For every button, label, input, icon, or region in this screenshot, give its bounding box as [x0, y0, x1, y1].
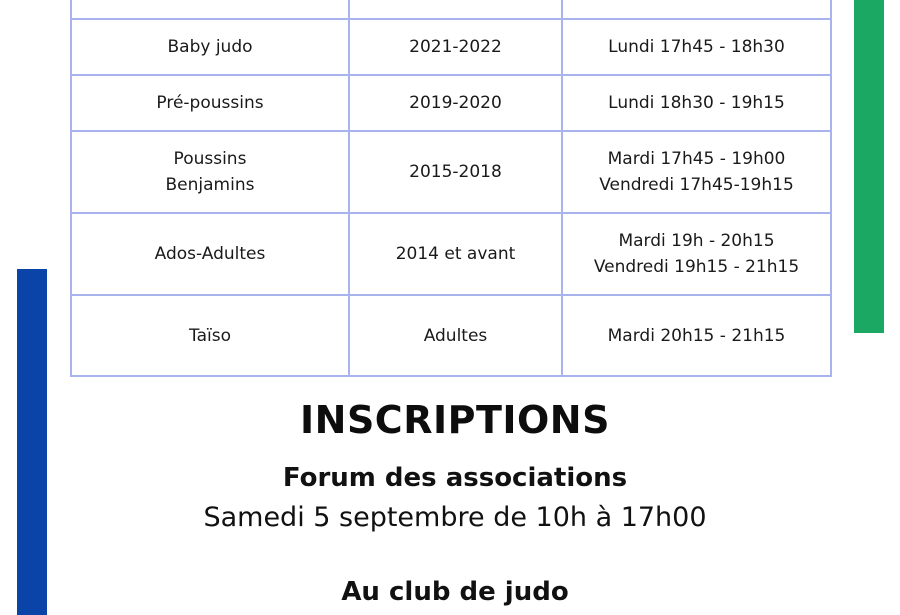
group-cell: [71, 213, 349, 295]
years-cell: [349, 131, 562, 213]
time-slot: Vendredi 17h45-19h15: [599, 175, 794, 195]
birth-years: 2015-2018: [409, 162, 502, 182]
birth-years: 2014 et avant: [395, 244, 516, 264]
group-name: Ados-Adultes: [154, 244, 266, 264]
birth-years: 2019-2020: [409, 93, 502, 113]
forum-date: Samedi 5 septembre de 10h à 17h00: [203, 502, 707, 533]
time-slot: Mardi 20h15 - 21h15: [607, 325, 786, 346]
birth-years: Adultes: [423, 325, 488, 346]
club-title: Au club de judo: [341, 577, 569, 607]
table-row: [71, 131, 831, 213]
table-cell: [71, 0, 349, 19]
table-cell: [349, 0, 562, 19]
years-cell: [349, 75, 562, 131]
times-cell: [562, 131, 831, 213]
schedule-table: [70, 0, 832, 377]
times-cell: [562, 19, 831, 75]
group-name: Pré-poussins: [156, 93, 264, 113]
times-cell: [562, 213, 831, 295]
years-cell: [349, 19, 562, 75]
group-name: Benjamins: [165, 175, 255, 195]
table-row-cut-off: [71, 0, 831, 19]
group-name: Baby judo: [167, 37, 253, 57]
group-cell: [71, 75, 349, 131]
table-row: [71, 213, 831, 295]
time-slot: Lundi 18h30 - 19h15: [608, 93, 785, 113]
years-cell: [349, 295, 562, 376]
decorative-blue-bar: [17, 269, 47, 615]
time-slot: Lundi 17h45 - 18h30: [608, 37, 785, 57]
group-cell: [71, 19, 349, 75]
group-cell: [71, 295, 349, 376]
times-cell: [562, 295, 831, 376]
table-row: [71, 19, 831, 75]
group-name: Taïso: [189, 325, 231, 346]
times-cell: [562, 75, 831, 131]
decorative-green-bar: [854, 0, 884, 333]
years-cell: [349, 213, 562, 295]
forum-title: Forum des associations: [282, 463, 628, 493]
table-row: [71, 75, 831, 131]
inscriptions-heading: INSCRIPTIONS: [300, 398, 610, 442]
group-cell: [71, 131, 349, 213]
table-cell: [562, 0, 831, 19]
time-slot: Vendredi 19h15 - 21h15: [593, 257, 800, 277]
group-name: Poussins: [173, 149, 247, 169]
birth-years: 2021-2022: [409, 37, 502, 57]
time-slot: Mardi 19h - 20h15: [618, 231, 775, 251]
table-row: [71, 295, 831, 376]
time-slot: Mardi 17h45 - 19h00: [607, 149, 786, 169]
